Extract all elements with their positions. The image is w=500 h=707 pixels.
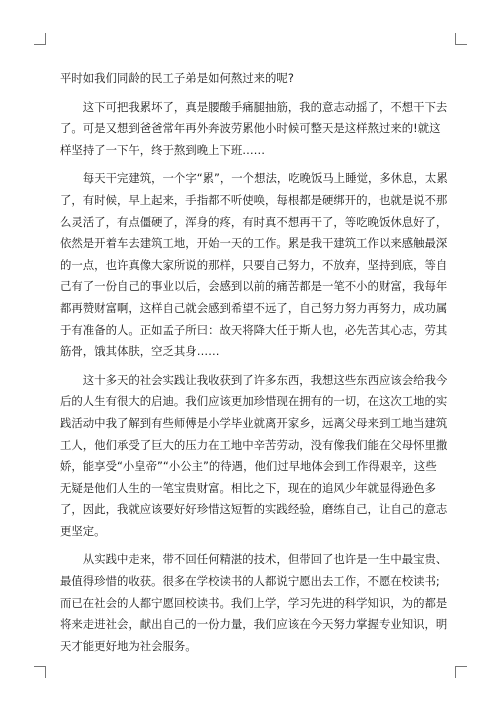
corner-crop-mark-top-left xyxy=(34,33,46,45)
paragraph-2: 这下可把我累坏了，真是腰酸手痛腿抽筋，我的意志动摇了，不想干下去了。可是又想到爸爸常年再外奔波劳累他小时候可整天是这样熬过来的!就这样坚持了一下午，终于熬到晚上下班…… xyxy=(60,99,448,157)
paragraph-4: 这十多天的社会实践让我收获到了许多东西，我想这些东西应该会给我今后的人生有很大的启迪。我们应该更加珍惜现在拥有的一切，在这次工地的实践活动中我了解到有些师傅是小学毕业就离开家乡，远离父母来到工地当建筑工人，他们承受了巨大的压力在工地中辛苦劳动，没有像我们能在父母怀里撒娇，能享受“小皇帝”“小公主”的待遇，他们过早地体会到工作得艰辛，这些无疑是他们人生的一笔宝贵财富。相比之下，现在的追风少年就显得逊色多了，因此，我就应该要好好珍惜这短暂的实践经验，磨练自己，让自己的意志更坚定。 xyxy=(60,372,448,538)
corner-crop-mark-top-right xyxy=(455,33,467,45)
corner-crop-mark-bottom-right xyxy=(455,666,467,678)
document-body xyxy=(60,68,448,657)
paragraph-1: 平时如我们同龄的民工子弟是如何熬过来的呢? xyxy=(60,71,294,85)
paragraph-3: 每天干完建筑，一个字“累”，一个想法，吃晚饭马上睡觉，多休息，太累了，有时候，早上起来，手指都不听使唤，每根都是硬绑开的，也就是说不那么灵活了，有点僵硬了，浑身的疼，有时真不想再干了，等吃晚饭休息好了，依然是开着车去建筑工地，开始一天的工作。累是我干建筑工作以来感触最深的一点，也许真像大家所说的那样，只要自己努力，不放弃，坚持到底，等自己有了一份自己的事业以后，会感到以前的痛苦都是一笔不小的财富，我每年都再赞财富啊，这样自己就会感到希望不远了，自己努力努力再努力，成功属于有准备的人。正如孟子所曰：故天将降大任于斯人也，必先苦其心志，劳其筋骨，饿其体肤，空乏其身…… xyxy=(60,171,448,359)
corner-crop-mark-bottom-left xyxy=(34,666,46,678)
paragraph-5: 从实践中走来，带不回任何精湛的技术，但带回了也许是一生中最宝贵、最值得珍惜的收获。很多在学校读书的人都说宁愿出去工作，不愿在校读书;而已在社会的人都宁愿回校读书。我们上学，学习先进的科学知识，为的都是将来走进社会，献出自己的一份力量，我们应该在今天努力掌握专业知识，明天才能更好地为社会服务。 xyxy=(60,552,448,653)
